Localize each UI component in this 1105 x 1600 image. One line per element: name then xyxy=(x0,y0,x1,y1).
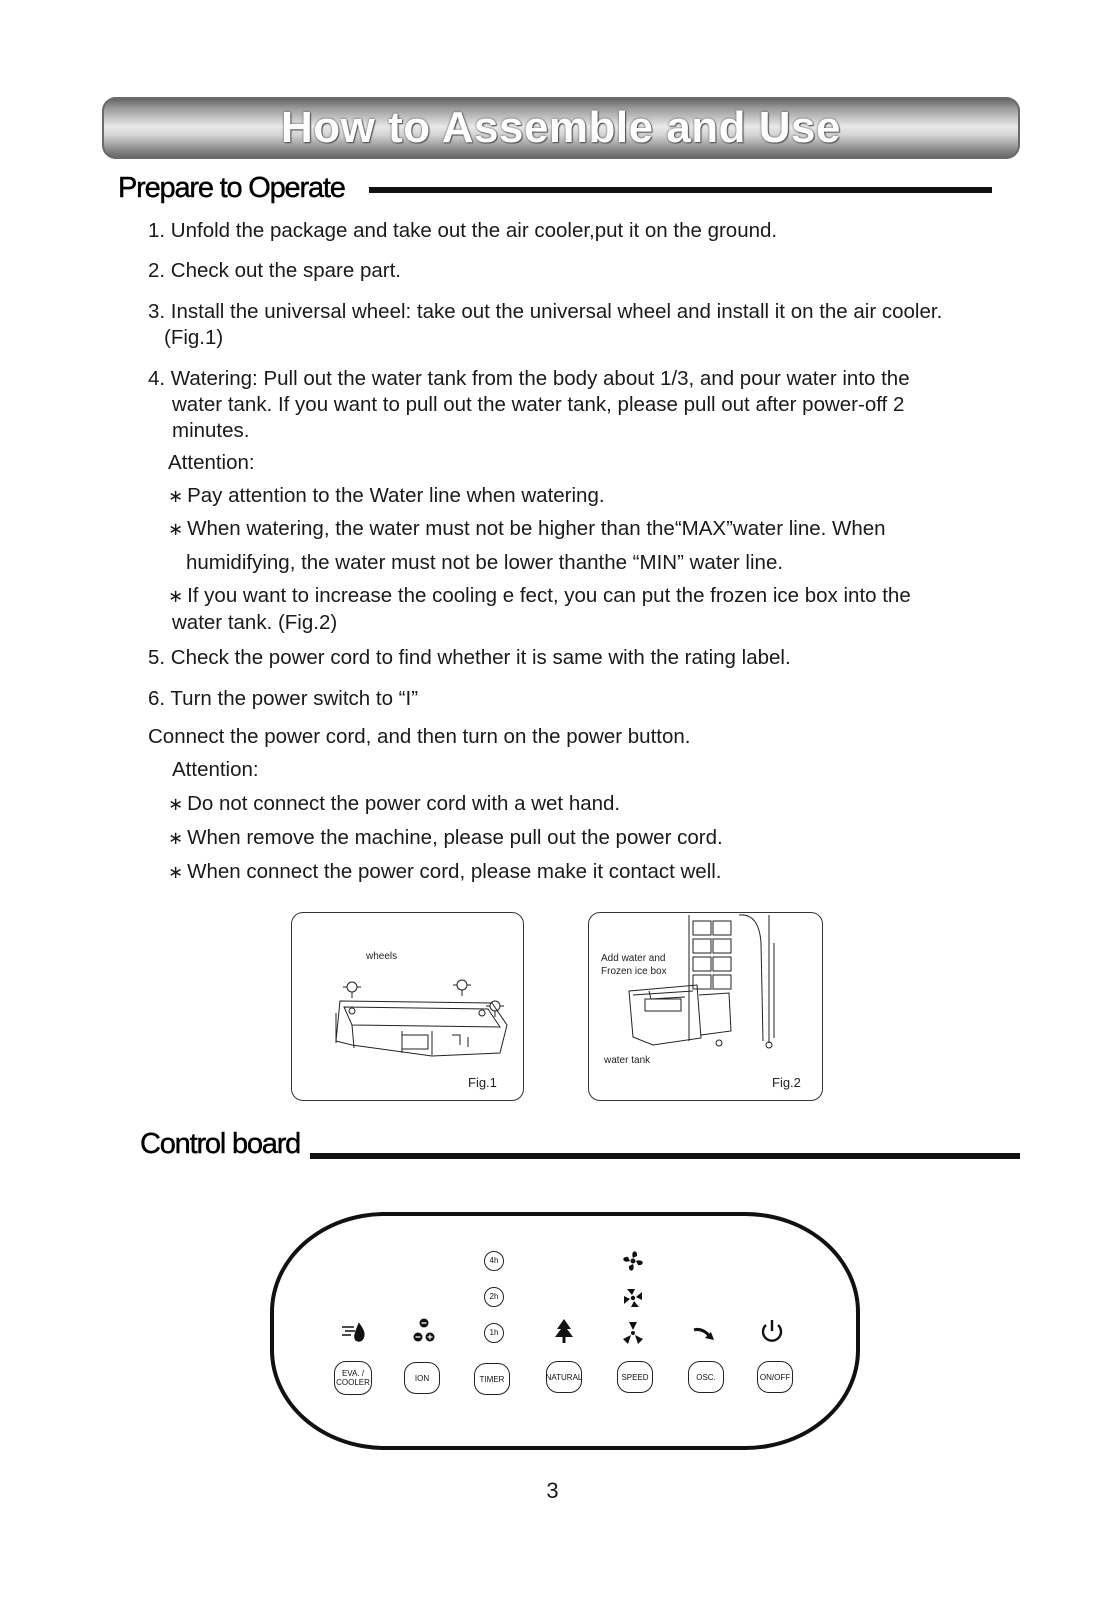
step-5: 5. Check the power cord to find whether it is same with the rating label. xyxy=(148,646,791,669)
step-4-line-2: water tank. If you want to pull out the water tank, please pull out after power-off 2 xyxy=(172,393,905,416)
add-water-label: Add water and xyxy=(601,953,666,964)
bullet-text: When watering, the water must not be higher than the“MAX”water line. When xyxy=(187,517,886,540)
oscillation-button[interactable] xyxy=(688,1361,724,1393)
bullet-2-cont: humidifying, the water must not be lower thanthe “MIN” water line. xyxy=(186,551,784,574)
heading-rule xyxy=(369,187,992,193)
bullet-mark: ∗ xyxy=(168,586,184,606)
on-off-button[interactable] xyxy=(757,1361,793,1393)
step-3: 3. Install the universal wheel: take out the universal wheel and install it on the air cooler. xyxy=(148,300,943,323)
button-label: ION xyxy=(414,1373,430,1383)
bullet-text: If you want to increase the cooling e fect, you can put the frozen ice box into the xyxy=(187,584,911,607)
step-3-ref: (Fig.1) xyxy=(164,326,224,349)
bullet-mark: ∗ xyxy=(168,794,184,814)
step-1: 1. Unfold the package and take out the air cooler,put it on the ground. xyxy=(148,219,778,242)
ion-button[interactable] xyxy=(404,1362,440,1394)
timer-icon xyxy=(479,1318,509,1348)
bullet-4 xyxy=(168,791,620,817)
figure-2 xyxy=(588,912,823,1101)
page-title: How to Assemble and Use xyxy=(281,103,841,152)
bullet-text: When remove the machine, please pull out the power cord. xyxy=(187,826,723,849)
eva-cooler-button[interactable] xyxy=(334,1361,372,1395)
page-number: 3 xyxy=(546,1478,559,1503)
water-tank-illustration xyxy=(589,913,822,1100)
ion-icon xyxy=(409,1316,439,1346)
bullet-3 xyxy=(168,583,911,609)
ice-box-label: Frozen ice box xyxy=(601,966,667,977)
tree-icon xyxy=(549,1316,579,1346)
button-label: COOLER xyxy=(336,1378,370,1387)
attention-label: Attention: xyxy=(172,758,259,781)
bullet-text: When connect the power cord, please make it contact well. xyxy=(187,860,722,883)
step-4-line-3: minutes. xyxy=(172,419,250,442)
oscillation-icon xyxy=(688,1318,718,1348)
fig-1-caption: Fig.1 xyxy=(468,1075,497,1090)
bullet-text: Do not connect the power cord with a wet hand. xyxy=(187,792,621,815)
eva-cooler-icon xyxy=(339,1318,369,1348)
fan-high-icon xyxy=(618,1246,648,1276)
header-banner xyxy=(102,97,1020,159)
bullet-mark: ∗ xyxy=(168,862,184,882)
fan-low-icon xyxy=(618,1318,648,1348)
button-label: NATURAL xyxy=(545,1372,583,1382)
natural-button[interactable] xyxy=(546,1361,582,1393)
button-label: SPEED xyxy=(621,1372,649,1382)
timer-2h-indicator: 2h xyxy=(484,1287,504,1307)
bullet-5 xyxy=(168,825,723,851)
bullet-3-cont: water tank. (Fig.2) xyxy=(172,611,338,634)
bullet-1 xyxy=(168,483,605,509)
timer-button[interactable] xyxy=(474,1363,510,1395)
fig-2-caption: Fig.2 xyxy=(772,1075,801,1090)
wheel-base-illustration xyxy=(292,913,523,1100)
bullet-mark: ∗ xyxy=(168,486,184,506)
button-label: EVA. / xyxy=(341,1369,365,1378)
button-label: ON/OFF xyxy=(759,1372,791,1382)
button-label: OSC. xyxy=(696,1372,716,1382)
bullet-text: Pay attention to the Water line when watering. xyxy=(187,484,605,507)
bullet-2 xyxy=(168,516,886,542)
bullet-6 xyxy=(168,859,722,885)
heading-rule xyxy=(310,1153,1020,1159)
attention-label: Attention: xyxy=(168,451,255,474)
prepare-heading: Prepare to Operate xyxy=(118,172,345,204)
connect-text: Connect the power cord, and then turn on the power button. xyxy=(148,725,691,748)
button-label: TIMER xyxy=(479,1374,505,1384)
bullet-mark: ∗ xyxy=(168,828,184,848)
control-heading: Control board xyxy=(140,1128,301,1160)
bullet-mark: ∗ xyxy=(168,519,184,539)
fan-medium-icon xyxy=(618,1283,648,1313)
timer-1h-indicator: 1h xyxy=(484,1323,504,1343)
wheels-label: wheels xyxy=(366,951,398,962)
step-4-line-1: 4. Watering: Pull out the water tank from the body about 1/3, and pour water into the xyxy=(148,367,910,390)
speed-button[interactable] xyxy=(617,1361,653,1393)
power-icon xyxy=(757,1316,787,1346)
step-2: 2. Check out the spare part. xyxy=(148,259,401,282)
timer-4h-indicator: 4h xyxy=(484,1251,504,1271)
figure-1 xyxy=(291,912,524,1101)
step-6: 6. Turn the power switch to “I” xyxy=(148,687,419,710)
water-tank-label: water tank xyxy=(604,1055,651,1066)
